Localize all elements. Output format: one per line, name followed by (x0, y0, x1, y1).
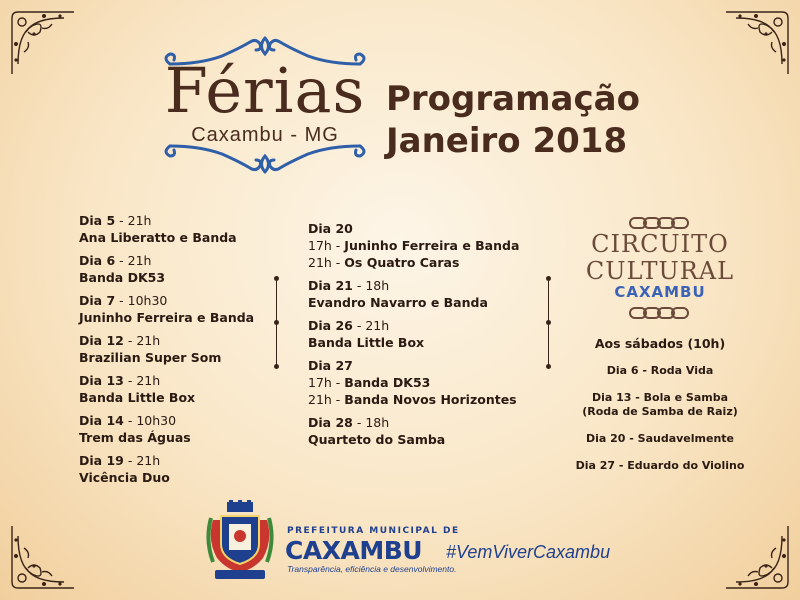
chain-ornament-icon (628, 215, 692, 231)
event-day: Dia 12 (79, 333, 124, 348)
event-item: Dia 12 - 21h Brazilian Super Som (79, 332, 254, 366)
event-act: Vicência Duo (79, 470, 170, 485)
event-act: Trem das Águas (79, 430, 191, 445)
prefeitura-title: PREFEITURA MUNICIPAL DE (287, 526, 460, 536)
event-act: Banda DK53 (79, 270, 166, 285)
event-act: Banda Novos Horizontes (344, 392, 517, 407)
corner-ornament-icon (716, 516, 796, 596)
saturday-item (560, 391, 760, 419)
event-time: 21h (136, 373, 161, 388)
event-item: Dia 19 - 21h Vicência Duo (79, 452, 254, 486)
event-act: Juninho Ferreira e Banda (344, 238, 520, 253)
event-day: Dia 13 (79, 373, 124, 388)
column-divider (276, 278, 277, 368)
ferias-logo (160, 34, 370, 174)
event-act: Banda Little Box (308, 335, 425, 350)
ferias-city: Caxambu - MG (191, 124, 339, 146)
circuito-line-2: CULTURAL (585, 257, 735, 285)
event-act: Brazilian Super Som (79, 350, 222, 365)
event-item: Dia 21 - 18h Evandro Navarro e Banda (308, 277, 519, 311)
saturday-item-text: Dia 6 - Roda Vida (606, 364, 714, 377)
event-day: Dia 21 (308, 278, 353, 293)
footer (205, 500, 625, 590)
saturday-item-sub: (Roda de Samba de Raiz) (582, 405, 738, 418)
event-time: 21h (136, 333, 161, 348)
event-item: Dia 27 17h - Banda DK53 21h - Banda Novos Horizontes (308, 357, 519, 408)
event-time: 21h (365, 318, 390, 333)
event-act: Banda Little Box (79, 390, 196, 405)
event-time: 17h (308, 238, 332, 253)
event-day: Dia 19 (79, 453, 124, 468)
prefeitura-slogan: Transparência, eficiência e desenvolvimento. (287, 564, 457, 574)
event-time: 21h (308, 255, 332, 270)
event-item: Dia 13 - 21h Banda Little Box (79, 372, 254, 406)
event-item: Dia 20 17h - Juninho Ferreira e Banda 21h - Os Quatro Caras (308, 221, 520, 270)
schedule-column-1 (79, 212, 254, 492)
event-day: Dia 20 (308, 221, 353, 236)
event-time: 18h (365, 278, 390, 293)
event-time: 21h (127, 213, 152, 228)
prefeitura-name: CAXAMBU (285, 536, 423, 565)
saturday-item-text: Dia 20 - Saudavelmente (585, 432, 735, 445)
event-time: 18h (365, 415, 390, 430)
event-day: Dia 6 (79, 253, 116, 268)
saturday-item (560, 364, 760, 378)
event-act: Os Quatro Caras (344, 255, 460, 270)
saturday-item-text: Dia 27 - Eduardo do Violino (575, 459, 745, 472)
chain-ornament-icon (628, 305, 692, 321)
event-time: 21h (136, 453, 161, 468)
column-divider (548, 278, 549, 368)
saturday-title: Aos sábados (10h) (594, 336, 726, 351)
scroll-ornament-icon (160, 140, 370, 176)
circuito-line-1: CIRCUITO (591, 230, 729, 258)
circuito-line-3: CAXAMBU (614, 283, 706, 301)
event-time: 10h30 (127, 293, 168, 308)
event-day: Dia 28 (308, 415, 353, 430)
event-time: 17h (308, 375, 332, 390)
event-time: 21h (127, 253, 152, 268)
event-item: Dia 26 - 21h Banda Little Box (308, 317, 519, 351)
event-act: Banda DK53 (344, 375, 431, 390)
event-act: Ana Liberatto e Banda (79, 230, 237, 245)
corner-ornament-icon (4, 4, 84, 84)
event-item: Dia 7 - 10h30 Juninho Ferreira e Banda (79, 293, 255, 325)
event-item: Dia 5 - 21h Ana Liberatto e Banda (79, 212, 254, 246)
saturday-item-text: Dia 13 - Bola e Samba (591, 391, 729, 404)
event-time: 10h30 (136, 413, 177, 428)
event-item: Dia 28 - 18h Quarteto do Samba (308, 414, 519, 448)
saturday-item (560, 432, 760, 446)
event-day: Dia 26 (308, 318, 353, 333)
event-act: Evandro Navarro e Banda (308, 295, 488, 310)
event-act: Quarteto do Samba (308, 432, 446, 447)
page-title (386, 78, 686, 162)
corner-ornament-icon (4, 516, 84, 596)
corner-ornament-icon (716, 4, 796, 84)
coat-of-arms-icon (205, 500, 275, 582)
ferias-title: Férias (164, 54, 366, 127)
title-line-1: Programação (386, 79, 640, 119)
event-time: 21h (308, 392, 332, 407)
hashtag: #VemViverCaxambu (446, 542, 611, 562)
event-day: Dia 7 (79, 293, 116, 308)
event-item: Dia 6 - 21h Banda DK53 (79, 252, 254, 286)
event-item: Dia 14 - 10h30 Trem das Águas (79, 412, 254, 446)
saturday-schedule (560, 336, 760, 486)
event-day: Dia 5 (79, 213, 116, 228)
saturday-item (560, 459, 760, 473)
schedule-column-2 (308, 220, 519, 454)
event-day: Dia 27 (308, 358, 353, 373)
event-act: Juninho Ferreira e Banda (79, 310, 255, 325)
circuito-cultural-logo (570, 215, 750, 321)
title-line-2: Janeiro 2018 (386, 121, 628, 161)
event-day: Dia 14 (79, 413, 124, 428)
